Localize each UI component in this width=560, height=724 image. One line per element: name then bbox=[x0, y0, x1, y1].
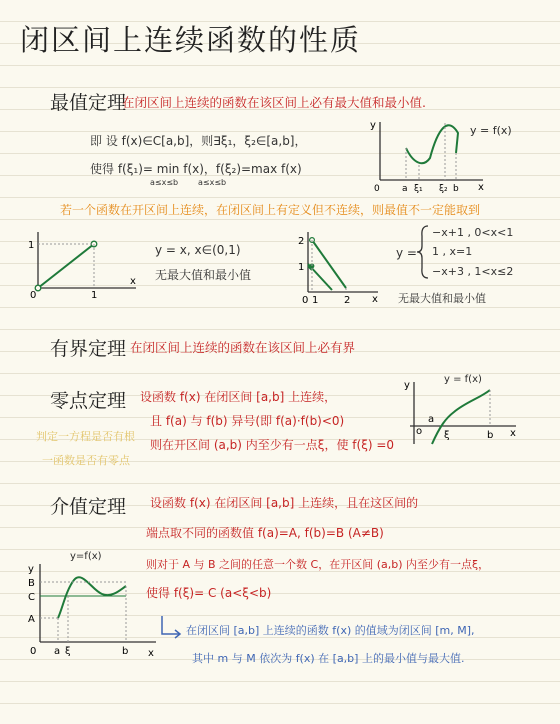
axis-x: x bbox=[148, 648, 154, 659]
example1-graph bbox=[26, 228, 146, 300]
max-min-sub-max: a≤x≤b bbox=[198, 178, 227, 187]
tick-0: 0 bbox=[30, 290, 37, 300]
axis-y: y bbox=[28, 564, 34, 575]
tick-a: a bbox=[428, 414, 435, 425]
ivt-line4: 使得 f(ξ)= C (a<ξ<b) bbox=[146, 586, 272, 600]
example3-row1: −x+1 , 0<x<1 bbox=[432, 226, 514, 239]
zero-graph bbox=[404, 378, 520, 448]
zero-heading: 零点定理 bbox=[50, 390, 127, 412]
example3-lhs: y = bbox=[396, 246, 417, 260]
zero-side1: 判定一方程是否有根 bbox=[36, 430, 135, 443]
example3-row3: −x+3 , 1<x≤2 bbox=[432, 265, 514, 278]
tick-xi2: ξ₂ bbox=[439, 184, 448, 193]
tick-y1: 1 bbox=[28, 240, 35, 251]
max-min-note: 若一个函数在开区间上连续，在闭区间上有定义但不连续，则最值不一定能取到 bbox=[60, 203, 481, 217]
zero-line1: 设函数 f(x) 在闭区间 [a,b] 上连续， bbox=[140, 390, 337, 404]
tick-A: A bbox=[28, 614, 35, 625]
axis-x: x bbox=[130, 276, 136, 287]
tick-xi: ξ bbox=[444, 430, 450, 441]
tick-b: b bbox=[453, 184, 459, 193]
bounded-heading: 有界定理 bbox=[50, 338, 127, 360]
max-min-sub-min: a≤x≤b bbox=[150, 178, 179, 187]
tick-0: 0 bbox=[374, 184, 380, 193]
ivt-graph-label: y=f(x) bbox=[70, 551, 102, 562]
tick-a: a bbox=[402, 184, 408, 193]
tick-0: 0 bbox=[302, 295, 309, 306]
zero-line2: 且 f(a) 与 f(b) 异号(即 f(a)·f(b)<0) bbox=[150, 414, 345, 428]
example1-desc: 无最大值和最小值 bbox=[155, 268, 252, 282]
ivt-line2: 端点取不同的函数值 f(a)=A, f(b)=B (A≠B) bbox=[146, 526, 384, 540]
zero-graph-label: y = f(x) bbox=[444, 374, 482, 385]
example3-row2: 1 , x=1 bbox=[432, 245, 473, 258]
tick-x1: 1 bbox=[312, 295, 319, 306]
axis-x: x bbox=[510, 428, 516, 439]
max-min-graph-label: y = f(x) bbox=[470, 124, 512, 137]
ivt-graph bbox=[22, 560, 160, 660]
ivt-note2: 其中 m 与 M 依次为 f(x) 在 [a,b] 上的最小值与最大值. bbox=[192, 652, 465, 665]
tick-0: 0 bbox=[30, 646, 37, 657]
tick-x1: 1 bbox=[91, 290, 98, 300]
axis-x: x bbox=[372, 294, 378, 305]
ivt-heading: 介值定理 bbox=[50, 496, 127, 518]
curve bbox=[406, 125, 458, 163]
bounded-statement: 在闭区间上连续的函数在该区间上必有界 bbox=[130, 340, 356, 355]
ivt-line3: 则对于 A 与 B 之间的任意一个数 C，在开区间 (a,b) 内至少有一点ξ， bbox=[146, 558, 490, 571]
ivt-line1: 设函数 f(x) 在闭区间 [a,b] 上连续，且在这区间的 bbox=[150, 496, 419, 510]
tick-b: b bbox=[122, 646, 129, 657]
zero-line3: 则在开区间 (a,b) 内至少有一点ξ，使 f(ξ) =0 bbox=[150, 438, 395, 452]
tick-B: B bbox=[28, 578, 35, 589]
tick-b: b bbox=[487, 430, 494, 441]
tick-xi: ξ bbox=[65, 646, 71, 657]
segment-right bbox=[312, 240, 346, 288]
segment bbox=[38, 244, 94, 288]
example3-desc: 无最大值和最小值 bbox=[398, 292, 486, 305]
max-min-statement: 在闭区间上连续的函数在该区间上必有最大值和最小值. bbox=[122, 95, 426, 110]
axis-x: x bbox=[478, 182, 484, 193]
zero-side2: 一函数是否有零点 bbox=[42, 454, 130, 467]
tick-x2: 2 bbox=[344, 295, 351, 306]
axis-y: y bbox=[404, 380, 410, 391]
tick-o: o bbox=[416, 426, 423, 437]
ivt-note1: 在闭区间 [a,b] 上连续的函数 f(x) 的值域为闭区间 [m, M], bbox=[186, 624, 475, 637]
page-title: 闭区间上连续函数的性质 bbox=[20, 23, 362, 57]
tick-C: C bbox=[28, 592, 35, 603]
max-min-line2: 使得 f(ξ₁)= min f(x)，f(ξ₂)=max f(x) bbox=[90, 162, 302, 176]
max-min-line1: 即 设 f(x)∈C[a,b]，则∃ξ₁，ξ₂∈[a,b]， bbox=[90, 134, 307, 148]
max-min-heading: 最值定理 bbox=[50, 92, 127, 114]
tick-y2: 2 bbox=[298, 236, 305, 247]
example2-graph bbox=[288, 228, 380, 308]
curve bbox=[432, 390, 490, 444]
tick-xi1: ξ₁ bbox=[414, 184, 423, 193]
brace bbox=[416, 224, 430, 280]
example1-eq: y = x, x∈(0,1) bbox=[155, 243, 241, 257]
tick-a: a bbox=[54, 646, 61, 657]
tick-y1: 1 bbox=[298, 262, 305, 273]
arrow-icon bbox=[158, 614, 184, 640]
axis-y: y bbox=[370, 120, 376, 131]
